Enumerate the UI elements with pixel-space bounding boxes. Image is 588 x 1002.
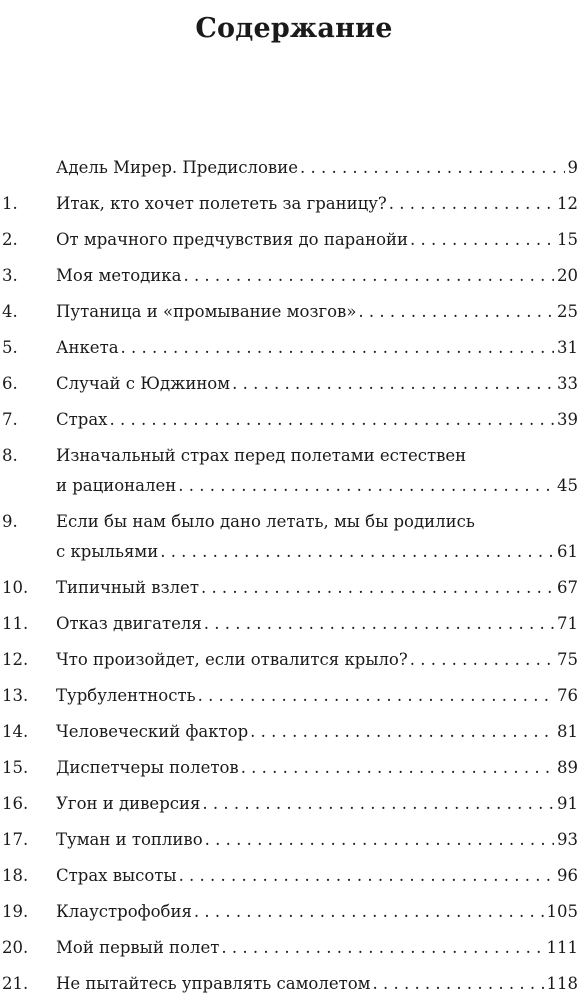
page-number: 25 bbox=[557, 302, 578, 321]
dot-leader bbox=[221, 933, 543, 963]
chapter-title-line bbox=[56, 225, 578, 255]
dot-leader bbox=[198, 681, 554, 711]
page-number: 15 bbox=[557, 230, 578, 249]
chapter-number: 6. bbox=[2, 374, 18, 393]
chapter-title: Моя методика bbox=[56, 266, 182, 285]
toc-entry bbox=[0, 606, 588, 642]
chapter-title-line bbox=[56, 969, 578, 999]
toc-entry bbox=[0, 222, 588, 258]
dot-leader bbox=[232, 369, 554, 399]
page-number: 118 bbox=[546, 974, 578, 993]
chapter-title-block bbox=[56, 861, 578, 891]
chapter-title-block bbox=[56, 297, 578, 327]
page-number: 61 bbox=[557, 542, 578, 561]
chapter-title: Случай с Юджином bbox=[56, 374, 231, 393]
chapter-title: Угон и диверсия bbox=[56, 794, 201, 813]
page-number: 9 bbox=[567, 158, 578, 177]
dot-leader bbox=[194, 897, 544, 927]
chapter-number: 1. bbox=[2, 194, 18, 213]
page-number: 45 bbox=[557, 476, 578, 495]
dot-leader bbox=[204, 609, 554, 639]
chapter-title: Типичный взлет bbox=[56, 578, 199, 597]
toc-entry bbox=[0, 786, 588, 822]
toc-entry bbox=[0, 438, 588, 504]
chapter-number: 15. bbox=[2, 758, 29, 777]
page-number: 93 bbox=[557, 830, 578, 849]
chapter-title-line bbox=[56, 261, 578, 291]
chapter-number: 12. bbox=[2, 650, 29, 669]
chapter-title: Страх bbox=[56, 410, 108, 429]
chapter-title-block bbox=[56, 753, 578, 783]
chapter-title-block bbox=[56, 153, 578, 183]
toc-entry bbox=[0, 678, 588, 714]
toc-entry bbox=[0, 570, 588, 606]
chapter-title-block bbox=[56, 933, 578, 963]
toc-entry bbox=[0, 966, 588, 1002]
toc-entry bbox=[0, 402, 588, 438]
dot-leader bbox=[410, 645, 554, 675]
toc-entry bbox=[0, 858, 588, 894]
chapter-title-block bbox=[56, 825, 578, 855]
chapter-number: 16. bbox=[2, 794, 29, 813]
chapter-title-block bbox=[56, 441, 578, 501]
chapter-number: 7. bbox=[2, 410, 18, 429]
page-number: 81 bbox=[557, 722, 578, 741]
chapter-title-block bbox=[56, 969, 578, 999]
chapter-title: Турбулентность bbox=[56, 686, 196, 705]
toc-entry bbox=[0, 894, 588, 930]
chapter-title-block bbox=[56, 405, 578, 435]
chapter-number: 8. bbox=[2, 446, 18, 465]
chapter-title-line bbox=[56, 717, 578, 747]
table-of-contents bbox=[0, 150, 588, 1002]
toc-entry bbox=[0, 750, 588, 786]
dot-leader bbox=[372, 969, 543, 999]
page-number: 71 bbox=[557, 614, 578, 633]
chapter-title: Адель Мирер. Предисловие bbox=[56, 158, 298, 177]
dot-leader bbox=[410, 225, 554, 255]
chapter-number: 11. bbox=[2, 614, 29, 633]
page-number: 76 bbox=[557, 686, 578, 705]
chapter-number: 21. bbox=[2, 974, 29, 993]
chapter-title-line bbox=[56, 681, 578, 711]
dot-leader bbox=[183, 261, 554, 291]
chapter-title-line bbox=[56, 405, 578, 435]
chapter-title-line bbox=[56, 573, 578, 603]
chapter-title-line bbox=[56, 507, 578, 537]
chapter-title-line bbox=[56, 753, 578, 783]
chapter-title: Человеческий фактор bbox=[56, 722, 249, 741]
chapter-title: Изначальный страх перед полетами естествен bbox=[56, 446, 467, 465]
dot-leader bbox=[300, 153, 565, 183]
dot-leader bbox=[205, 825, 554, 855]
chapter-title-line bbox=[56, 333, 578, 363]
dot-leader bbox=[389, 189, 554, 219]
chapter-title: Что произойдет, если отвалится крыло? bbox=[56, 650, 408, 669]
chapter-title-block bbox=[56, 789, 578, 819]
chapter-title-line bbox=[56, 441, 578, 471]
chapter-title-line bbox=[56, 297, 578, 327]
dot-leader bbox=[179, 861, 554, 891]
toc-entry bbox=[0, 150, 588, 186]
chapter-title-block bbox=[56, 645, 578, 675]
chapter-title-block bbox=[56, 369, 578, 399]
chapter-title-line bbox=[56, 369, 578, 399]
page-number: 12 bbox=[557, 194, 578, 213]
toc-entry bbox=[0, 642, 588, 678]
page-title: Содержание bbox=[195, 13, 393, 44]
dot-leader bbox=[358, 297, 554, 327]
chapter-number: 13. bbox=[2, 686, 29, 705]
chapter-title-line bbox=[56, 153, 578, 183]
chapter-title-block bbox=[56, 189, 578, 219]
page-number: 33 bbox=[557, 374, 578, 393]
chapter-number: 9. bbox=[2, 512, 18, 531]
chapter-title-line bbox=[56, 537, 578, 567]
chapter-number: 10. bbox=[2, 578, 29, 597]
chapter-title: Путаница и «промывание мозгов» bbox=[56, 302, 357, 321]
chapter-title-line bbox=[56, 645, 578, 675]
toc-entry bbox=[0, 186, 588, 222]
chapter-title-block bbox=[56, 573, 578, 603]
chapter-number: 5. bbox=[2, 338, 18, 357]
page-number: 75 bbox=[557, 650, 578, 669]
chapter-title: Анкета bbox=[56, 338, 119, 357]
dot-leader bbox=[201, 573, 554, 603]
chapter-number: 19. bbox=[2, 902, 29, 921]
chapter-number: 4. bbox=[2, 302, 18, 321]
page-number: 39 bbox=[557, 410, 578, 429]
page-number: 31 bbox=[557, 338, 578, 357]
chapter-title-block bbox=[56, 261, 578, 291]
dot-leader bbox=[160, 537, 554, 567]
chapter-title-line bbox=[56, 609, 578, 639]
dot-leader bbox=[178, 471, 554, 501]
chapter-title-line bbox=[56, 825, 578, 855]
toc-entry bbox=[0, 330, 588, 366]
chapter-title-block bbox=[56, 507, 578, 567]
chapter-title: с крыльями bbox=[56, 542, 159, 561]
chapter-title: Если бы нам было дано летать, мы бы родились bbox=[56, 512, 475, 531]
chapter-title: Клаустрофобия bbox=[56, 902, 192, 921]
page-number: 91 bbox=[557, 794, 578, 813]
chapter-title: Не пытайтесь управлять самолетом bbox=[56, 974, 371, 993]
chapter-title-block bbox=[56, 225, 578, 255]
toc-entry bbox=[0, 258, 588, 294]
chapter-title-line bbox=[56, 897, 578, 927]
chapter-number: 17. bbox=[2, 830, 29, 849]
chapter-number: 2. bbox=[2, 230, 18, 249]
chapter-title-line bbox=[56, 933, 578, 963]
toc-entry bbox=[0, 714, 588, 750]
chapter-title-block bbox=[56, 609, 578, 639]
dot-leader bbox=[121, 333, 554, 363]
chapter-number: 20. bbox=[2, 938, 29, 957]
toc-entry bbox=[0, 504, 588, 570]
toc-entry bbox=[0, 822, 588, 858]
page-number: 105 bbox=[546, 902, 578, 921]
dot-leader bbox=[109, 405, 554, 435]
chapter-title: Отказ двигателя bbox=[56, 614, 202, 633]
chapter-title-line bbox=[56, 189, 578, 219]
chapter-title: Туман и топливо bbox=[56, 830, 203, 849]
chapter-number: 14. bbox=[2, 722, 29, 741]
page-number: 89 bbox=[557, 758, 578, 777]
chapter-title-block bbox=[56, 333, 578, 363]
chapter-title: Итак, кто хочет полететь за границу? bbox=[56, 194, 387, 213]
dot-leader bbox=[250, 717, 554, 747]
chapter-title-line bbox=[56, 861, 578, 891]
chapter-title-line bbox=[56, 789, 578, 819]
dot-leader bbox=[202, 789, 554, 819]
toc-entry bbox=[0, 366, 588, 402]
toc-entry bbox=[0, 294, 588, 330]
chapter-title-block bbox=[56, 717, 578, 747]
page-number: 20 bbox=[557, 266, 578, 285]
page-number: 67 bbox=[557, 578, 578, 597]
chapter-title-block bbox=[56, 681, 578, 711]
chapter-title: От мрачного предчувствия до паранойи bbox=[56, 230, 408, 249]
chapter-title-block bbox=[56, 897, 578, 927]
chapter-title: Мой первый полет bbox=[56, 938, 220, 957]
page-number: 96 bbox=[557, 866, 578, 885]
chapter-title: Диспетчеры полетов bbox=[56, 758, 239, 777]
chapter-number: 3. bbox=[2, 266, 18, 285]
chapter-title: и рационален bbox=[56, 476, 177, 495]
toc-entry bbox=[0, 930, 588, 966]
chapter-title: Страх высоты bbox=[56, 866, 177, 885]
page-number: 111 bbox=[546, 938, 578, 957]
dot-leader bbox=[241, 753, 554, 783]
chapter-number: 18. bbox=[2, 866, 29, 885]
chapter-title-line bbox=[56, 471, 578, 501]
